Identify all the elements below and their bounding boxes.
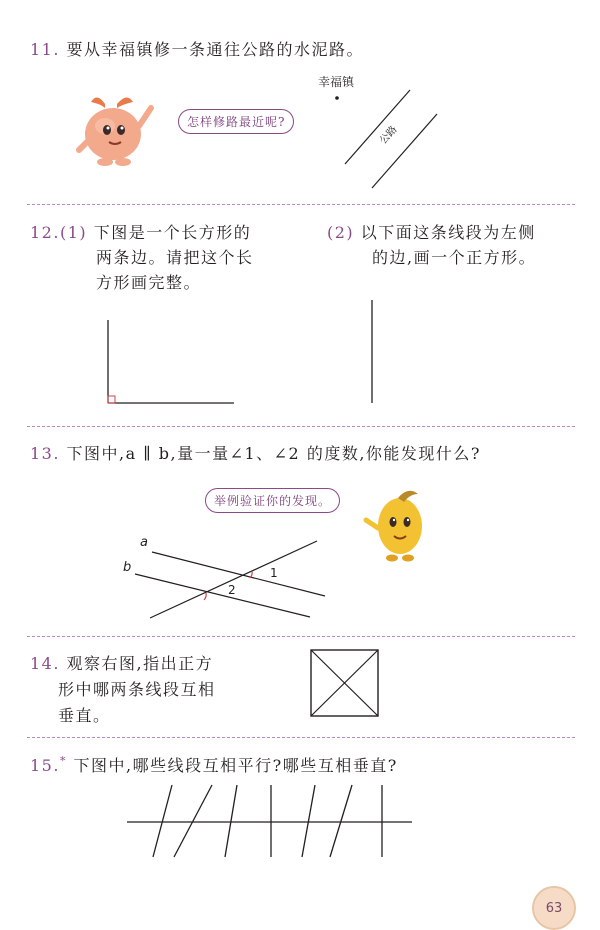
q11-town-point	[335, 96, 339, 100]
q14-line1	[30, 651, 213, 674]
q13-angle-2-label: 2	[228, 583, 236, 597]
q14-text-1: 观察右图,指出正方	[66, 654, 214, 673]
divider-4	[27, 737, 575, 738]
q11-road-label: 公路	[378, 124, 400, 147]
q12-part1-line3: 方形画完整。	[96, 273, 202, 292]
q15-segment-5	[302, 785, 315, 857]
q12-rectangle-sides-figure	[100, 315, 240, 410]
potato-mascot-illustration	[360, 484, 435, 569]
q14-line2: 形中哪两条线段互相	[58, 680, 216, 699]
right-angle-mark	[108, 396, 115, 403]
q13-parallel-lines-figure	[115, 530, 335, 625]
divider-2	[27, 426, 575, 427]
q13-bubble-text: 举例验证你的发现。	[214, 494, 332, 508]
q15-segment-6	[330, 785, 352, 857]
q11-speech-bubble	[178, 109, 294, 134]
page-number-badge	[532, 886, 576, 930]
page-number: 63	[545, 900, 563, 916]
q15-segment-1	[153, 785, 172, 857]
q14-number: 14.	[30, 654, 60, 673]
q11-question	[30, 37, 364, 60]
q15-segments-figure	[120, 780, 420, 865]
q12-part2-label: (2)	[327, 223, 355, 242]
q13-label-a: a	[140, 535, 148, 550]
q12-part1-line2: 两条边。请把这个长	[96, 248, 254, 267]
q15-question	[30, 753, 398, 776]
q13-line-a	[152, 552, 325, 596]
q15-text: 下图中,哪些线段互相平行?哪些互相垂直?	[73, 756, 398, 775]
q12-number: 12.	[30, 223, 60, 242]
q12-part2-line2: 的边,画一个正方形。	[372, 248, 537, 267]
divider-3	[27, 636, 575, 637]
q11-road-edge-upper	[345, 90, 410, 164]
q11-town-label: 幸福镇	[318, 75, 355, 89]
q12-square-side-figure	[365, 296, 385, 408]
q12-part1-label: (1)	[59, 223, 88, 242]
q13-label-b: b	[123, 560, 132, 575]
q13-text: 下图中,a ∥ b,量一量∠1、∠2 的度数,你能发现什么?	[66, 444, 481, 463]
q12-part1-line1	[30, 220, 251, 243]
q15-segment-3	[225, 785, 237, 857]
q13-angle-2-arc	[204, 593, 206, 600]
q12-part2-text-1: 以下面这条线段为左侧	[360, 223, 536, 242]
divider-1	[27, 204, 575, 205]
q11-number: 11.	[30, 40, 60, 59]
q13-speech-bubble	[205, 488, 340, 513]
peach-mascot-illustration	[75, 90, 165, 170]
q12-part2-line1	[327, 220, 536, 243]
q11-road-edge-lower	[372, 114, 437, 188]
q11-text: 要从幸福镇修一条通往公路的水泥路。	[66, 40, 365, 59]
q13-question	[30, 441, 481, 464]
q13-transversal	[150, 541, 317, 618]
q13-angle-1-label: 1	[270, 566, 278, 580]
q15-segment-2	[174, 785, 212, 857]
q12-part1-text-1: 下图是一个长方形的	[93, 223, 252, 242]
q13-number: 13.	[30, 444, 60, 463]
q14-square-figure	[308, 647, 382, 719]
q13-line-b	[135, 574, 310, 617]
q15-number: 15.	[30, 756, 60, 775]
q15-star: *	[59, 754, 67, 768]
q11-bubble-text: 怎样修路最近呢?	[187, 115, 286, 129]
q14-line3: 垂直。	[58, 706, 111, 725]
q11-road-diagram	[300, 70, 460, 195]
